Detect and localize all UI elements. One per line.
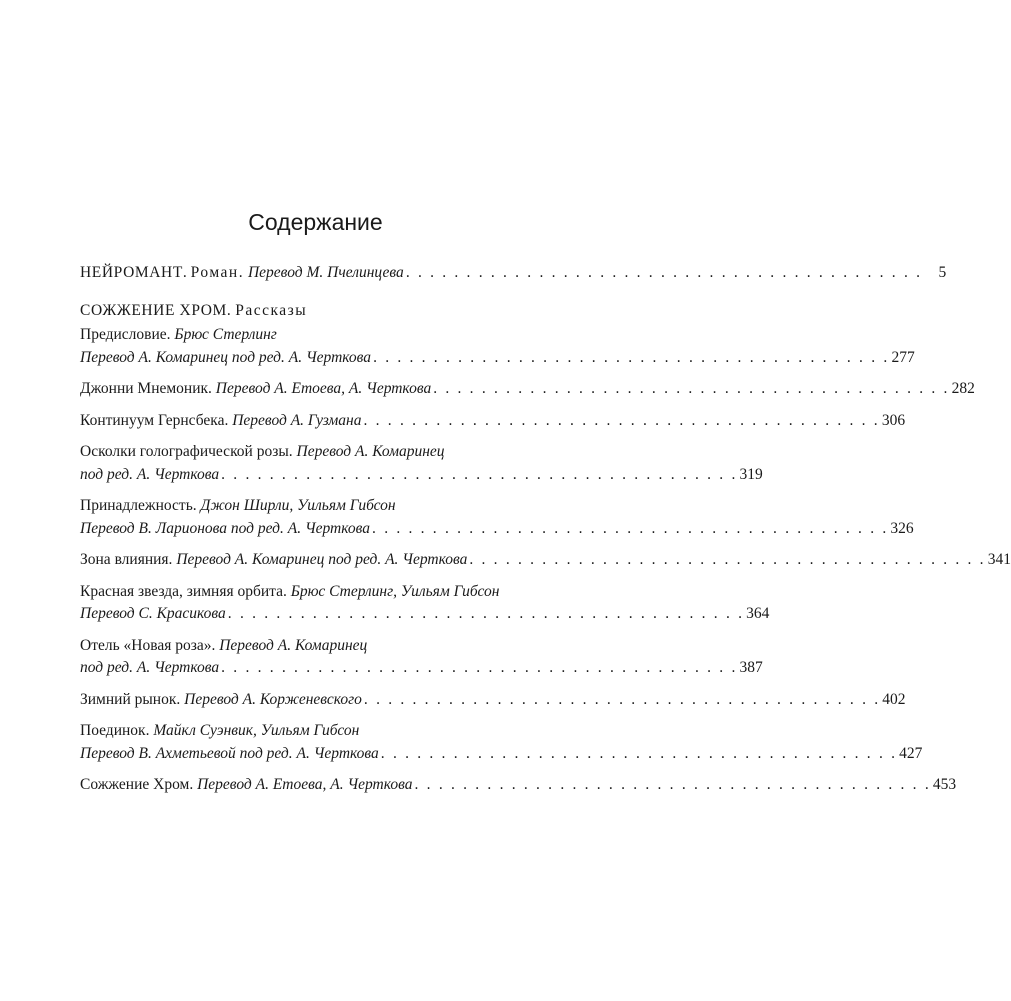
toc-entry-text: НЕЙРОМАНТ. Роман. Перевод М. Пчелинцева xyxy=(80,264,404,281)
toc-entry-neuromancer xyxy=(80,262,947,285)
entry-translator: Перевод А. Комаринец xyxy=(219,636,368,654)
page-number: 326 xyxy=(890,519,914,537)
toc-entry xyxy=(80,441,763,486)
dot-leader: . . . . . . . . . . . . . . . . . . . . . . . . . . . . . . . . . . . . . . . . . . . xyxy=(372,519,889,537)
page-number: 5 xyxy=(938,264,947,281)
table-of-contents xyxy=(80,262,1011,797)
dot-leader: . . . . . . . . . . . . . . . . . . . . . . . . . . . . . . . . . . . . . . . . . . . xyxy=(414,776,931,793)
entry-author: Майкл Суэнвик, Уильям Гибсон xyxy=(153,722,360,739)
page-number: 364 xyxy=(746,605,770,622)
page-number: 306 xyxy=(881,411,906,429)
toc-entry xyxy=(80,635,763,680)
entry-translator: Перевод А. Гузмана xyxy=(232,411,362,429)
dot-leader: . . . . . . . . . . . . . . . . . . . . . . . . . . . . . . . . . . . . . . . . . . . xyxy=(227,605,745,622)
entry-title: Красная звезда, зимняя орбита. xyxy=(80,582,287,600)
page-title: Содержание xyxy=(248,209,383,235)
page-number: 453 xyxy=(932,776,957,793)
entry-title: Принадлежность. xyxy=(80,497,197,514)
entry-author: Джон Ширли, Уильям Гибсон xyxy=(200,497,396,514)
entry-genre: Роман. xyxy=(190,264,245,281)
section-heading xyxy=(80,300,562,323)
dot-leader: . . . . . . . . . . . . . . . . . . . . . . . . . . . . . . . . . . . . . . . . . . . xyxy=(405,264,923,281)
dot-leader: . . . . . . . . . . . . . . . . . . . . . . . . . . . . . . . . . . . . . . . . . . . xyxy=(380,744,898,762)
entry-translator: Перевод В. Ахметьевой под ред. А. Черткова xyxy=(80,744,379,762)
dot-leader: . . . . . . . . . . . . . . . . . . . . . . . . . . . . . . . . . . . . . . . . . . . xyxy=(221,465,738,483)
entry-title: Отель «Новая роза». xyxy=(80,636,216,654)
dot-leader: . . . . . . . . . . . . . . . . . . . . . . . . . . . . . . . . . . . . . . . . . . . xyxy=(363,690,881,708)
dot-leader: . . . . . . . . . . . . . . . . . . . . . . . . . . . . . . . . . . . . . . . . . . . xyxy=(469,551,986,568)
entry-translator: Перевод А. Комаринец под ред. А. Черткова xyxy=(80,348,372,366)
entry-author: Брюс Стерлинг xyxy=(174,326,277,343)
entry-translator: Перевод С. Красикова xyxy=(80,605,226,622)
entry-title: Поединок. xyxy=(80,722,150,739)
toc-entry xyxy=(80,495,914,540)
page-number: 387 xyxy=(739,659,763,676)
dot-leader: . . . . . . . . . . . . . . . . . . . . . . . . . . . . . . . . . . . . . . . . . . . xyxy=(433,380,950,397)
dot-leader: . . . . . . . . . . . . . . . . . . . . . . . . . . . . . . . . . . . . . . . . . . . xyxy=(363,411,880,429)
entry-translator: Перевод А. Корженевского xyxy=(184,690,362,708)
entry-translator: Перевод А. Етоева, А. Черткова xyxy=(215,380,432,397)
entry-translator: Перевод М. Пчелинцева xyxy=(247,264,404,281)
entry-title: НЕЙРОМАНТ xyxy=(80,264,183,281)
toc-entry xyxy=(80,689,906,712)
toc-entry xyxy=(80,549,1011,572)
entry-translator: Перевод В. Ларионова под ред. А. Черткова xyxy=(80,519,371,537)
entry-title: Зимний рынок. xyxy=(80,690,181,708)
entry-title: Зона влияния. xyxy=(80,551,173,568)
entry-translator: Перевод А. Етоева, А. Черткова xyxy=(197,776,413,793)
page-number: 427 xyxy=(899,744,923,762)
section-genre: Рассказы xyxy=(235,301,308,319)
entry-title: Джонни Мнемоник. xyxy=(80,380,212,397)
page-number: 319 xyxy=(739,465,763,483)
dot-leader: . . . . . . . . . . . . . . . . . . . . . . . . . . . . . . . . . . . . . . . . . . . xyxy=(221,659,738,676)
dot-leader: . . . . . . . . . . . . . . . . . . . . . . . . . . . . . . . . . . . . . . . . . . . xyxy=(373,348,890,366)
entry-author: Брюс Стерлинг, Уильям Гибсон xyxy=(290,582,500,600)
entry-title: Предисловие. xyxy=(80,326,171,343)
section-title: СОЖЖЕНИЕ ХРОМ. xyxy=(80,301,232,319)
toc-entry xyxy=(80,378,975,401)
toc-entry xyxy=(80,324,915,369)
page-number: 282 xyxy=(951,380,975,397)
toc-entry xyxy=(80,410,906,433)
entry-title: Сожжение Хром. xyxy=(80,776,194,793)
page-number: 341 xyxy=(987,551,1011,568)
page-number: 277 xyxy=(891,348,915,366)
entry-translator: Перевод А. Комаринец под ред. А. Черткова xyxy=(176,551,468,568)
toc-entry xyxy=(80,720,923,765)
toc-entry xyxy=(80,581,770,626)
toc-entry xyxy=(80,774,957,797)
entry-translator-cont: под ред. А. Черткова xyxy=(80,465,220,483)
entry-title: Континуум Гернсбека. xyxy=(80,411,229,429)
entry-title: Осколки голографической розы. xyxy=(80,443,293,460)
entry-translator: Перевод А. Комаринец xyxy=(296,443,445,460)
page-number: 402 xyxy=(882,690,906,708)
entry-translator-cont: под ред. А. Черткова xyxy=(80,659,220,676)
